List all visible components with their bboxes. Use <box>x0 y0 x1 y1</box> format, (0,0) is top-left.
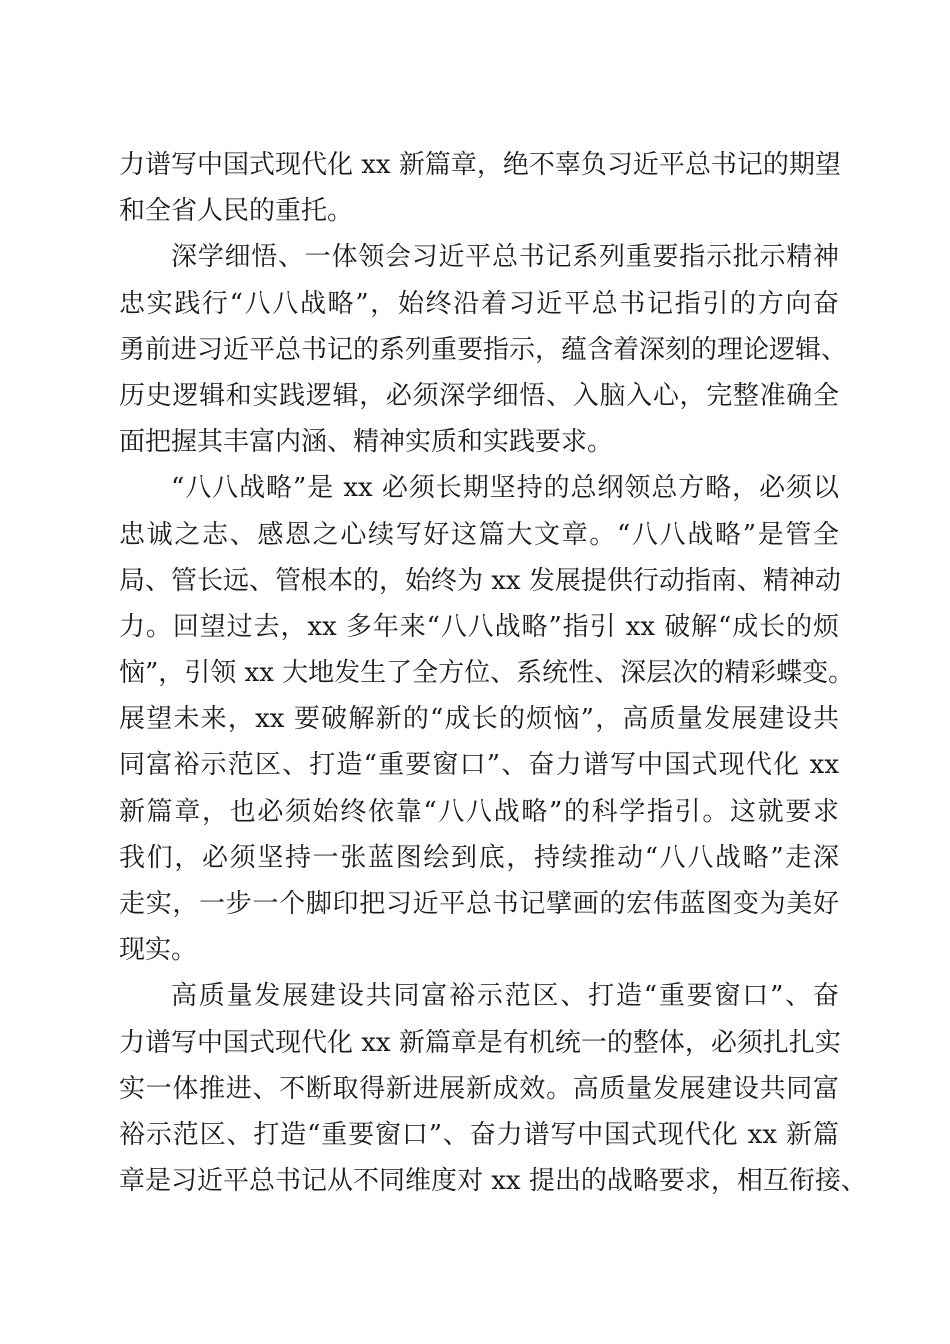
text-line: 恼”，引领 xx 大地发生了全方位、系统性、深层次的精彩蝶变。 <box>119 658 855 689</box>
text-line: 实一体推进、不断取得新进展新成效。高质量发展建设共同富 <box>119 1073 839 1104</box>
text-line: 力谱写中国式现代化 xx 新篇章，绝不辜负习近平总书记的期望 <box>119 150 841 180</box>
text-line: 章是习近平总书记从不同维度对 xx 提出的战略要求，相互衔接、 <box>119 1166 867 1197</box>
text-line: “八八战略”是 xx 必须长期坚持的总纲领总方略，必须以 <box>171 473 839 504</box>
text-line: 面把握其丰富内涵、精神实质和实践要求。 <box>119 427 614 458</box>
text-line: 高质量发展建设共同富裕示范区、打造“重要窗口”、奋 <box>171 981 839 1012</box>
text-line: 忠实践行“八八战略”，始终沿着习近平总书记指引的方向奋 <box>119 288 839 319</box>
text-line: 勇前进习近平总书记的系列重要指示，蕴含着深刻的理论逻辑、 <box>119 334 848 365</box>
text-line: 力谱写中国式现代化 xx 新篇章是有机统一的整体，必须扎扎实 <box>119 1027 841 1058</box>
text-line: 深学细悟、一体领会习近平总书记系列重要指示批示精神 <box>171 242 839 273</box>
text-line: 裕示范区、打造“重要窗口”、奋力谱写中国式现代化 xx 新篇 <box>119 1119 839 1150</box>
text-line: 局、管长远、管根本的，始终为 xx 发展提供行动指南、精神动 <box>119 565 841 596</box>
text-line: 现实。 <box>119 935 198 966</box>
text-line: 新篇章，也必须始终依靠“八八战略”的科学指引。这就要求 <box>119 796 839 827</box>
text-line: 和全省人民的重托。 <box>119 196 354 227</box>
text-line: 我们，必须坚持一张蓝图绘到底，持续推动“八八战略”走深 <box>119 842 839 873</box>
text-line: 展望未来，xx 要破解新的“成长的烦恼”，高质量发展建设共 <box>119 704 839 735</box>
text-line: 走实，一步一个脚印把习近平总书记擘画的宏伟蓝图变为美好 <box>119 889 839 919</box>
text-line: 力。回望过去，xx 多年来“八八战略”指引 xx 破解“成长的烦 <box>119 611 839 642</box>
text-line: 同富裕示范区、打造“重要窗口”、奋力谱写中国式现代化 xx <box>119 750 839 781</box>
text-line: 历史逻辑和实践逻辑，必须深学细悟、入脑入心，完整准确全 <box>119 380 839 411</box>
text-line: 忠诚之志、感恩之心续写好这篇大文章。“八八战略”是管全 <box>119 519 839 550</box>
document-body <box>119 142 867 1204</box>
